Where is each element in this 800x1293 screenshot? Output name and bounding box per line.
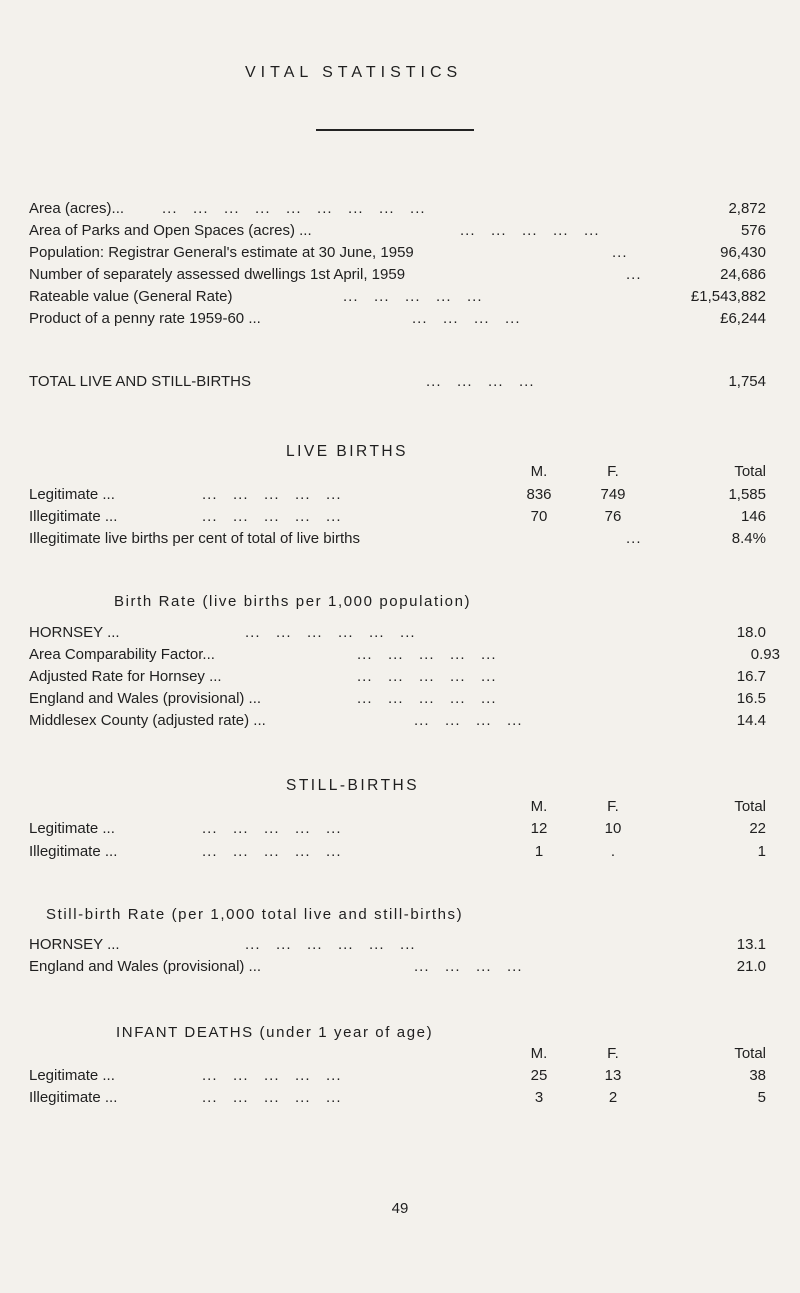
title-divider bbox=[316, 129, 474, 131]
leader-dots: ... ... ... ... ... bbox=[343, 288, 483, 305]
col-header-total: Total bbox=[734, 798, 766, 815]
row-label: Area Comparability Factor... bbox=[29, 646, 215, 663]
row-label: England and Wales (provisional) ... bbox=[29, 690, 262, 707]
col-header-m: M. bbox=[530, 798, 548, 815]
row-value: 13.1 bbox=[736, 936, 766, 953]
row-label: HORNSEY ... bbox=[29, 624, 120, 641]
cell-f: . bbox=[610, 843, 616, 860]
leader-dots: ... ... ... ... ... ... bbox=[245, 936, 416, 953]
cell-m: 3 bbox=[534, 1089, 544, 1106]
leader-dots: ... ... ... ... ... bbox=[202, 508, 342, 525]
stat-value-parks: 576 bbox=[740, 222, 766, 239]
col-header-total: Total bbox=[734, 463, 766, 480]
infant-deaths-heading: INFANT DEATHS (under 1 year of age) bbox=[116, 1024, 434, 1041]
row-label: Middlesex County (adjusted rate) ... bbox=[29, 712, 266, 729]
cell-m: 1 bbox=[534, 843, 544, 860]
row-label: Legitimate ... bbox=[29, 486, 115, 503]
leader-dots: ... ... ... ... bbox=[426, 373, 535, 390]
cell-total: 5 bbox=[757, 1089, 766, 1106]
cell-f: 10 bbox=[604, 820, 622, 837]
leader-dots: ... bbox=[612, 244, 628, 261]
col-header-m: M. bbox=[530, 463, 548, 480]
leader-dots: ... ... ... ... ... bbox=[202, 1089, 342, 1106]
stat-value-rateable-value: £1,543,882 bbox=[690, 288, 766, 305]
leader-dots: ... ... ... ... ... bbox=[357, 690, 497, 707]
leader-dots: ... bbox=[626, 266, 642, 283]
leader-dots: ... bbox=[626, 530, 642, 547]
stat-value-area: 2,872 bbox=[728, 200, 766, 217]
leader-dots: ... ... ... ... ... bbox=[357, 668, 497, 685]
row-label: Adjusted Rate for Hornsey ... bbox=[29, 668, 222, 685]
leader-dots: ... ... ... ... ... ... bbox=[245, 624, 416, 641]
illegitimate-pct-label: Illegitimate live births per cent of total of live births bbox=[29, 530, 360, 547]
col-header-f: F. bbox=[607, 463, 619, 480]
page-title: VITAL STATISTICS bbox=[245, 64, 463, 81]
row-label: HORNSEY ... bbox=[29, 936, 120, 953]
leader-dots: ... ... ... ... bbox=[414, 712, 523, 729]
row-label: England and Wales (provisional) ... bbox=[29, 958, 262, 975]
row-label: Illegitimate ... bbox=[29, 1089, 118, 1106]
leader-dots: ... ... ... ... ... ... ... ... ... bbox=[162, 200, 426, 217]
row-value: 0.93 bbox=[750, 646, 780, 663]
leader-dots: ... ... ... ... bbox=[414, 958, 523, 975]
col-header-f: F. bbox=[607, 1045, 619, 1062]
row-value: 21.0 bbox=[736, 958, 766, 975]
cell-m: 836 bbox=[526, 486, 552, 503]
cell-f: 2 bbox=[608, 1089, 618, 1106]
stat-value-population: 96,430 bbox=[720, 244, 766, 261]
stat-label-parks: Area of Parks and Open Spaces (acres) ... bbox=[29, 222, 312, 239]
row-value: 16.5 bbox=[736, 690, 766, 707]
stat-label-dwellings: Number of separately assessed dwellings 1st April, 1959 bbox=[29, 266, 406, 283]
leader-dots: ... ... ... ... ... bbox=[202, 843, 342, 860]
total-births-value: 1,754 bbox=[728, 373, 766, 390]
stat-label-population: Population: Registrar General's estimate at 30 June, 1959 bbox=[29, 244, 414, 261]
page-number: 49 bbox=[391, 1200, 409, 1217]
leader-dots: ... ... ... ... ... bbox=[357, 646, 497, 663]
stat-value-penny-rate: £6,244 bbox=[720, 310, 766, 327]
still-births-heading: STILL-BIRTHS bbox=[286, 777, 420, 794]
cell-total: 1,585 bbox=[728, 486, 766, 503]
leader-dots: ... ... ... ... ... bbox=[202, 486, 342, 503]
row-value: 18.0 bbox=[736, 624, 766, 641]
live-births-heading: LIVE BIRTHS bbox=[286, 443, 408, 460]
illegitimate-pct-value: 8.4% bbox=[731, 530, 766, 547]
cell-f: 13 bbox=[604, 1067, 622, 1084]
col-header-total: Total bbox=[734, 1045, 766, 1062]
cell-f: 749 bbox=[600, 486, 626, 503]
leader-dots: ... ... ... ... bbox=[412, 310, 521, 327]
leader-dots: ... ... ... ... ... bbox=[202, 1067, 342, 1084]
leader-dots: ... ... ... ... ... bbox=[460, 222, 600, 239]
cell-m: 25 bbox=[530, 1067, 548, 1084]
stat-label-rateable-value: Rateable value (General Rate) bbox=[29, 288, 233, 305]
leader-dots: ... ... ... ... ... bbox=[202, 820, 342, 837]
row-label: Illegitimate ... bbox=[29, 843, 118, 860]
row-value: 14.4 bbox=[736, 712, 766, 729]
stat-label-penny-rate: Product of a penny rate 1959-60 ... bbox=[29, 310, 261, 327]
cell-total: 38 bbox=[749, 1067, 766, 1084]
cell-total: 146 bbox=[740, 508, 766, 525]
row-label: Legitimate ... bbox=[29, 1067, 115, 1084]
row-label: Illegitimate ... bbox=[29, 508, 118, 525]
cell-m: 12 bbox=[530, 820, 548, 837]
cell-m: 70 bbox=[530, 508, 548, 525]
col-header-f: F. bbox=[607, 798, 619, 815]
stat-label-area: Area (acres)... bbox=[29, 200, 125, 217]
cell-f: 76 bbox=[604, 508, 622, 525]
total-births-label: TOTAL LIVE AND STILL-BIRTHS bbox=[29, 373, 252, 390]
cell-total: 1 bbox=[757, 843, 766, 860]
row-label: Legitimate ... bbox=[29, 820, 115, 837]
cell-total: 22 bbox=[749, 820, 766, 837]
still-birth-rate-heading: Still-birth Rate (per 1,000 total live and still-births) bbox=[46, 906, 464, 923]
row-value: 16.7 bbox=[736, 668, 766, 685]
col-header-m: M. bbox=[530, 1045, 548, 1062]
stat-value-dwellings: 24,686 bbox=[720, 266, 766, 283]
birth-rate-heading: Birth Rate (live births per 1,000 population) bbox=[114, 593, 472, 610]
